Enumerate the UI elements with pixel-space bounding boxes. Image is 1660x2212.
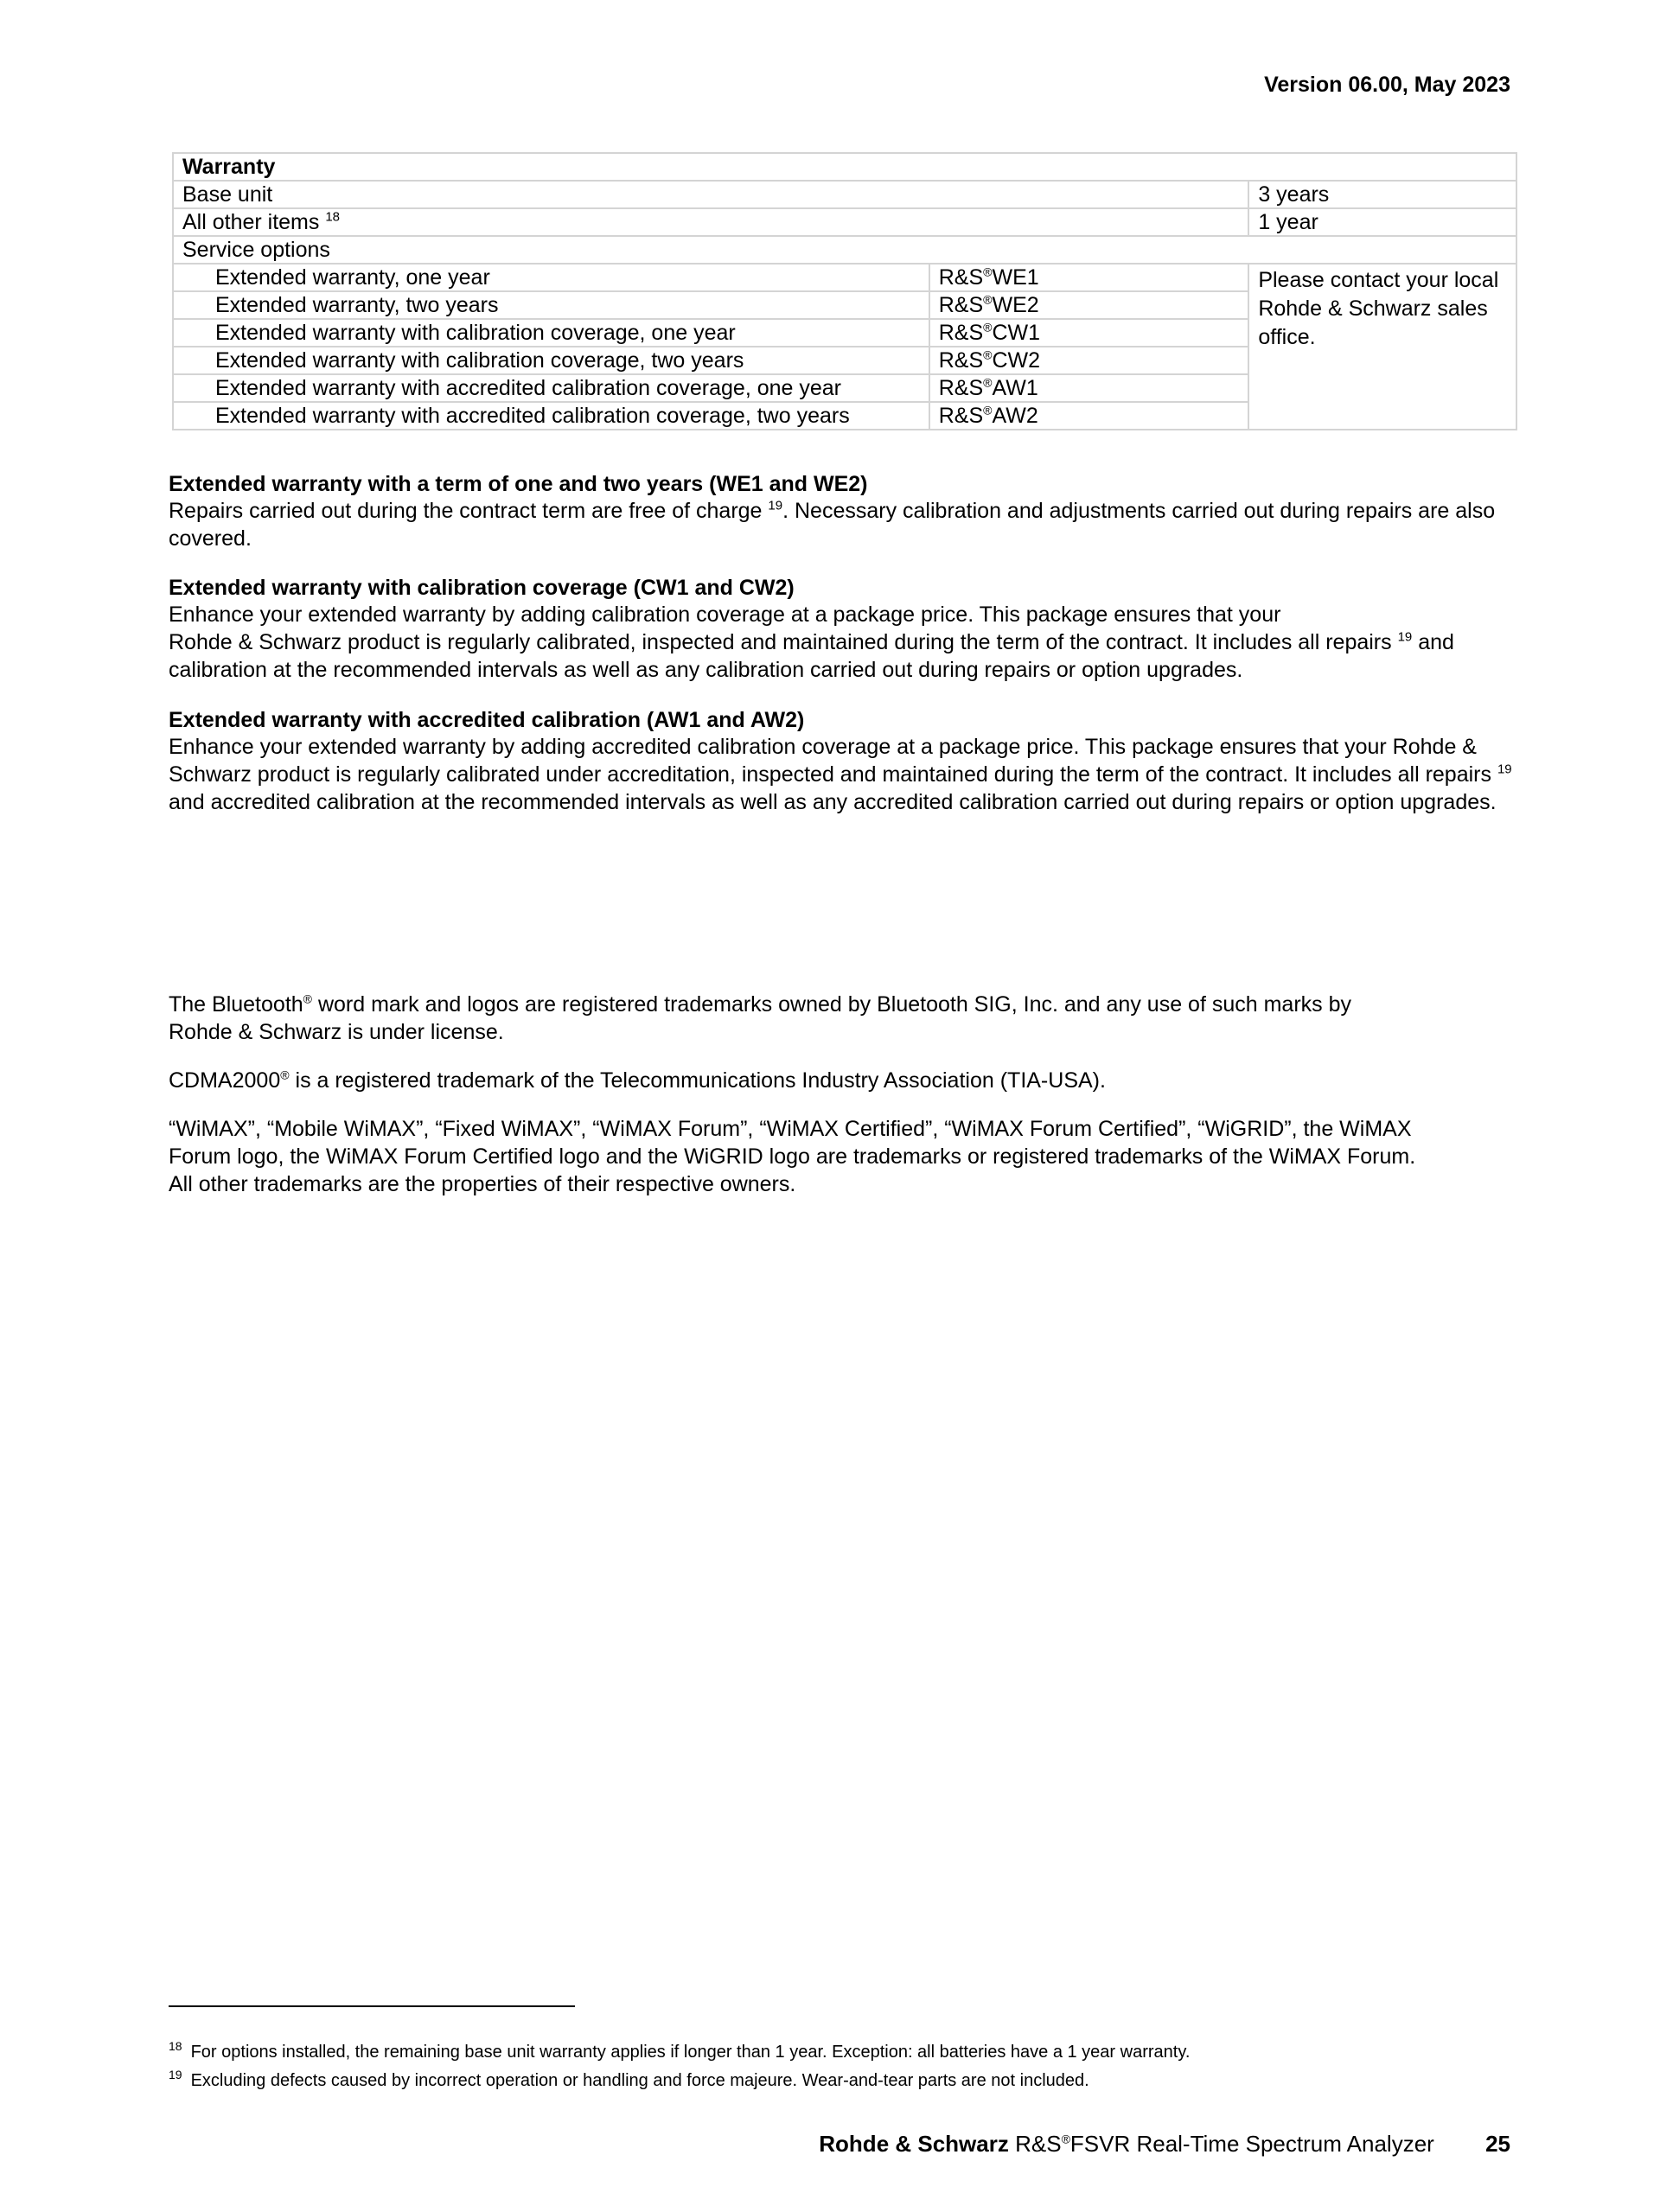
option-name: Extended warranty, one year	[173, 264, 929, 291]
footnote-ref: 19	[1497, 762, 1512, 777]
footer-brand: Rohde & Schwarz	[819, 2131, 1009, 2157]
footer-product: R&S®FSVR Real-Time Spectrum Analyzer	[1015, 2131, 1434, 2157]
page-number: 25	[1485, 2131, 1510, 2157]
option-code: R&S®WE2	[929, 291, 1249, 319]
section-body: Enhance your extended warranty by adding calibration coverage at a package price. This package ensures that your Rohde & Schwarz product is regularly calibrated, inspected and maintained during the term of the contract. It includes all repairs $^{19}$ and calibration at the recommended intervals as well as any calibration carried out during repairs or option upgrades.	[169, 602, 1454, 682]
cdma-notice: CDMA2000® is a registered trademark of the Telecommunications Industry Association (TIA-USA).	[169, 1068, 1106, 1093]
footnote-divider	[169, 2005, 575, 2007]
service-options-label: Service options	[173, 236, 1516, 264]
option-name: Extended warranty with calibration coverage, two years	[173, 347, 929, 374]
bluetooth-notice: The Bluetooth® word mark and logos are registered trademarks owned by Bluetooth SIG, Inc. and any use of such marks by Rohde & Schwarz is under license.	[169, 991, 1351, 1044]
option-code: R&S®AW1	[929, 374, 1249, 402]
section-body: Repairs carried out during the contract term are free of charge $^{19}$. Necessary calibration and adjustments carried out during repairs are also covered.	[169, 498, 1496, 551]
section-body: Enhance your extended warranty by adding accredited calibration coverage at a package price. This package ensures that your Rohde & Schwarz product is regularly calibrated under accreditation, inspected and maintained during the term of the contract. It includes all repairs $^{19}$ and accredited calibration at the recommended intervals as well as any accredited calibration carried out during repairs or option upgrades.	[169, 735, 1512, 814]
base-unit-label: Base unit	[173, 181, 1248, 208]
footnote-ref: 19	[1397, 629, 1413, 645]
option-name: Extended warranty with accredited calibration coverage, one year	[173, 374, 929, 402]
page-footer	[819, 2131, 1510, 2158]
contact-sales-text: Please contact your local Rohde & Schwarz sales office.	[1248, 264, 1516, 430]
footnotes	[169, 2038, 1517, 2095]
option-code: R&S®CW1	[929, 319, 1249, 347]
option-name: Extended warranty, two years	[173, 291, 929, 319]
option-name: Extended warranty with accredited calibration coverage, two years	[173, 402, 929, 430]
other-items-label: All other items	[182, 210, 320, 234]
footnote-ref: 19	[768, 498, 783, 513]
table-row	[173, 236, 1516, 264]
table-row	[173, 208, 1516, 236]
trademark-notices	[169, 991, 1517, 1219]
footnote-19: $^{19}$ Excluding defects caused by incorrect operation or handling and force majeure. Wear-and-tear parts are not included.	[169, 2068, 1089, 2090]
other-items-cell	[173, 208, 1248, 236]
warranty-table	[172, 152, 1517, 430]
section-we	[169, 471, 1517, 552]
option-name: Extended warranty with calibration coverage, one year	[173, 319, 929, 347]
option-code: R&S®CW2	[929, 347, 1249, 374]
section-title: Extended warranty with accredited calibration (AW1 and AW2)	[169, 708, 805, 732]
section-title: Extended warranty with a term of one and two years (WE1 and WE2)	[169, 472, 868, 496]
section-title: Extended warranty with calibration coverage (CW1 and CW2)	[169, 576, 795, 600]
option-code: R&S®AW2	[929, 402, 1249, 430]
footnote-ref: 18	[325, 209, 341, 225]
warranty-title: Warranty	[173, 153, 1516, 181]
section-aw	[169, 707, 1517, 816]
table-row	[173, 181, 1516, 208]
table-row	[173, 153, 1516, 181]
version-label: Version 06.00, May 2023	[1264, 73, 1510, 97]
table-row	[173, 264, 1516, 291]
base-unit-value: 3 years	[1248, 181, 1516, 208]
wimax-notice: “WiMAX”, “Mobile WiMAX”, “Fixed WiMAX”, “WiMAX Forum”, “WiMAX Certified”, “WiMAX Forum Certified”, “WiGRID”, the WiMAX Forum logo, the WiMAX Forum Certified logo and the WiGRID logo are trademarks or registered trademarks of the WiMAX Forum. All other trademarks are the properties of their respective owners.	[169, 1117, 1416, 1196]
footnote-18: $^{18}$ For options installed, the remaining base unit warranty applies if longer than 1 year. Exception: all batteries have a 1 year warranty.	[169, 2039, 1191, 2062]
option-code: R&S®WE1	[929, 264, 1249, 291]
other-items-value: 1 year	[1248, 208, 1516, 236]
section-cw	[169, 575, 1517, 684]
